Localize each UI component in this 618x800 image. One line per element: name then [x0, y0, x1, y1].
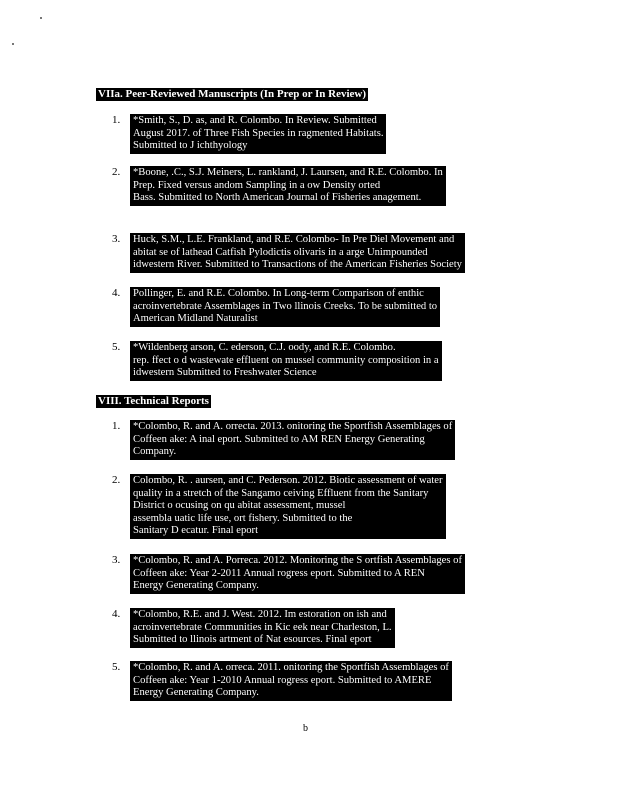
list-item-number: 1. — [112, 114, 121, 126]
list-item-line: Coffeen ake: Year 2-2011 Annual rogress eport. Submitted to A REN — [133, 567, 425, 579]
list-item-text — [130, 287, 440, 327]
list-item-line: *Colombo, R.E. and J. West. 2012. Im estoration on ish and — [133, 609, 387, 620]
list-item-line: Submitted to J ichthyology — [133, 140, 248, 152]
list-item-line: acroinvertebrate Communities in Kic eek near Charleston, L. — [133, 621, 392, 633]
list-item-text — [130, 661, 452, 701]
list-item-number: 5. — [112, 341, 121, 353]
list-item-line: District o ocusing on qu abitat assessment, mussel — [133, 500, 346, 512]
list-item-line: Coffeen ake: A inal eport. Submitted to AM REN Energy Generating — [133, 433, 425, 445]
list-item-line: assembla uatic life use, ort fishery. Submitted to the — [133, 512, 353, 524]
list-item-line: abitat se of lathead Catfish Pylodictis olivaris in a arge Unimpounded — [133, 246, 428, 258]
list-item-line: *Colombo, R. and A. orreca. 2011. onitoring the Sportfish Assemblages of — [133, 662, 449, 673]
list-item-line: *Boone, .C., S.J. Meiners, L. rankland, J. Laursen, and R.E. Colombo. In — [133, 167, 443, 178]
list-item-line: quality in a stretch of the Sangamo ceiving Effluent from the Sanitary — [133, 487, 429, 499]
list-item-line: *Colombo, R. and A. Porreca. 2012. Monitoring the S ortfish Assemblages of — [133, 555, 462, 566]
list-item-line: *Wildenberg arson, C. ederson, C.J. oody, and R.E. Colombo. — [133, 342, 396, 353]
section-heading-peer-reviewed: VIIa. Peer-Reviewed Manuscripts (In Prep or In Review) — [98, 88, 367, 100]
list-item-number: 2. — [112, 474, 121, 486]
scan-speck — [40, 17, 42, 19]
scan-speck — [12, 43, 14, 45]
list-item-text — [130, 166, 446, 206]
list-item-number: 4. — [112, 287, 121, 299]
list-item-text — [130, 233, 465, 273]
list-item-number: 4. — [112, 608, 121, 620]
list-item-line: Company. — [133, 446, 177, 458]
list-item-line: idwestern Submitted to Freshwater Science — [133, 367, 317, 379]
list-item-line: Sanitary D ecatur. Final eport — [133, 525, 259, 537]
list-item-line: Submitted to llinois artment of Nat esources. Final eport — [133, 634, 372, 646]
list-item-line: Colombo, R. . aursen, and C. Pederson. 2012. Biotic assessment of water — [133, 475, 443, 486]
list-item-line: Coffeen ake: Year 1-2010 Annual rogress eport. Submitted to AMERE — [133, 674, 432, 686]
list-item-line: rep. ffect o d wastewate effluent on mussel community composition in a — [133, 354, 439, 366]
list-item-text — [130, 554, 465, 594]
list-item-number: 3. — [112, 554, 121, 566]
list-item-line: Huck, S.M., L.E. Frankland, and R.E. Colombo- In Pre Diel Movement and — [133, 234, 455, 245]
list-item-text — [130, 114, 386, 154]
list-item-line: Energy Generating Company. — [133, 687, 259, 699]
list-item-number: 3. — [112, 233, 121, 245]
list-item-line: Prep. Fixed versus andom Sampling in a ow Density orted — [133, 179, 381, 191]
page-footer-mark: b — [303, 723, 308, 734]
list-item-line: *Colombo, R. and A. orrecta. 2013. onitoring the Sportfish Assemblages of — [133, 421, 453, 432]
list-item-number: 5. — [112, 661, 121, 673]
list-item-text — [130, 420, 455, 460]
list-item-text — [130, 608, 395, 648]
list-item-line: Bass. Submitted to North American Journal of Fisheries anagement. — [133, 192, 422, 204]
list-item-number: 1. — [112, 420, 121, 432]
list-item-line: idwestern River. Submitted to Transactions of the American Fisheries Society — [133, 259, 462, 271]
list-item-text — [130, 341, 442, 381]
list-item-line: *Smith, S., D. as, and R. Colombo. In Review. Submitted — [133, 115, 377, 126]
list-item-number: 2. — [112, 166, 121, 178]
list-item-line: Energy Generating Company. — [133, 580, 259, 592]
list-item-line: acroinvertebrate Assemblages in Two llinois Creeks. To be submitted to — [133, 300, 438, 312]
section-heading-technical-reports: VIII. Technical Reports — [98, 395, 209, 407]
list-item-line: August 2017. of Three Fish Species in ragmented Habitats. — [133, 127, 384, 139]
list-item-text — [130, 474, 446, 539]
list-item-line: American Midland Naturalist — [133, 313, 258, 325]
list-item-line: Pollinger, E. and R.E. Colombo. In Long-term Comparison of enthic — [133, 288, 424, 299]
